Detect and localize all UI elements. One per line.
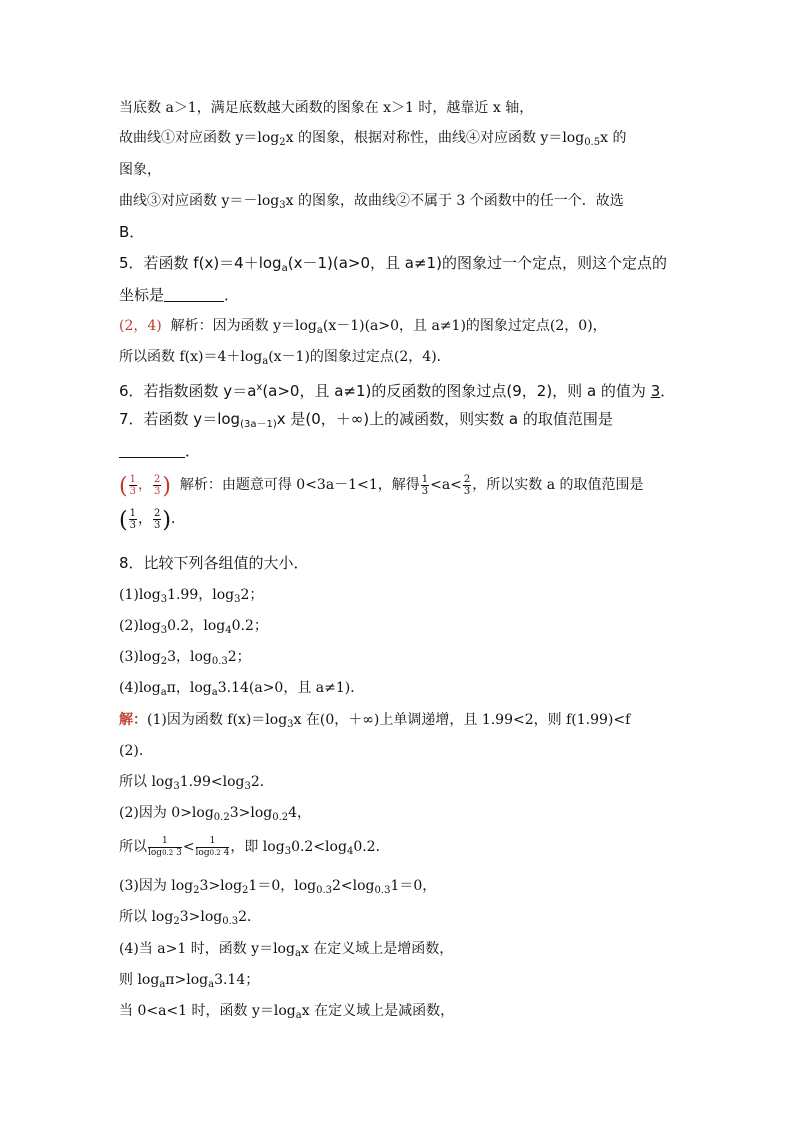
subscript: 0.2 <box>213 812 230 823</box>
text: B． <box>119 223 145 241</box>
text: 3>log <box>179 909 223 925</box>
fraction <box>463 474 471 497</box>
text: (4)当 a>1 时，函数 y＝log <box>119 941 295 957</box>
text: x 在定义域上是减函数， <box>301 1003 455 1019</box>
denominator <box>196 848 230 859</box>
subscript: (3a－1) <box>240 419 277 430</box>
text: 解析：由题意可得 0<3a－1<1，解得 <box>179 477 420 493</box>
subscript: a <box>159 979 166 990</box>
text: 曲线③对应函数 y＝－log <box>119 193 280 209</box>
solution-4 <box>119 939 453 964</box>
text: x 在(0，＋∞)上单调递增，且 1.99<2，则 f(1.99)<f <box>293 712 631 728</box>
solution-4-case2 <box>119 1001 454 1026</box>
text: 当底数 a＞1，满足底数越大函数的图象在 x＞1 时，越靠近 x 轴， <box>119 100 534 116</box>
numerator: 1 <box>196 836 230 848</box>
text: 1.99，log <box>167 587 235 603</box>
text: 2． <box>238 909 262 925</box>
question-5 <box>119 253 667 279</box>
solution-3-cont <box>119 907 261 932</box>
text: 则 log <box>119 972 160 988</box>
text: 4 <box>223 847 230 858</box>
denominator: 3 <box>463 485 471 497</box>
text: x 的图象，故曲线②不属于 3 个函数中的任一个．故选 <box>285 193 624 209</box>
close-paren: ) <box>162 508 171 533</box>
subscript: a <box>208 979 215 990</box>
subscript: 4 <box>225 625 232 636</box>
text: 2<log <box>332 878 375 894</box>
text: (a>0，且 a≠1)的反函数的图象过点(9，2)，则 a 的值为 <box>262 382 651 400</box>
subscript: 3 <box>173 781 180 792</box>
text: 1.99<log <box>179 774 245 790</box>
answer-blank <box>164 285 224 302</box>
close-paren: ) <box>162 474 171 499</box>
text: 2； <box>227 649 251 665</box>
subscript: 2 <box>160 656 168 667</box>
text: 所以 log <box>119 909 174 925</box>
text: ． <box>170 511 185 527</box>
subscript: 0.3 <box>374 885 391 896</box>
denominator: 3 <box>129 519 136 531</box>
subscript: 2 <box>242 885 249 896</box>
fraction <box>421 474 429 497</box>
denominator: 3 <box>129 485 136 497</box>
subscript: 2 <box>279 137 286 148</box>
text: 3>log <box>229 805 273 821</box>
text: ，即 log <box>230 839 285 855</box>
open-paren: ( <box>119 474 128 499</box>
text: x 是(0，＋∞)上的减函数，则实数 a 的取值范围是 <box>276 410 613 428</box>
text: (1)log <box>119 587 161 603</box>
text: 3，log <box>167 649 212 665</box>
subscript: a <box>281 263 288 274</box>
question-5-cont <box>119 285 239 305</box>
text: (x－1)(a>0，且 a≠1)的图象过一个定点，则这个定点的 <box>287 254 667 272</box>
subscript: 0.5 <box>584 137 601 148</box>
subscript: a <box>316 325 323 336</box>
text: ，所以实数 a 的取值范围是 <box>472 477 644 493</box>
text: 0.2． <box>353 839 390 855</box>
subscript: 3 <box>287 719 294 730</box>
text: ． <box>185 442 201 460</box>
subscript: 2 <box>173 916 180 927</box>
solution-4-cont <box>119 970 259 995</box>
text-line <box>119 128 626 153</box>
subscript: 4 <box>346 846 354 857</box>
numerator: 1 <box>421 473 429 485</box>
text: log <box>195 847 210 858</box>
question-6 <box>119 378 675 401</box>
answer-5 <box>119 316 607 341</box>
subscript: 0.3 <box>316 885 333 896</box>
text: ． <box>660 382 676 400</box>
text: 8．比较下列各组值的大小． <box>119 554 309 572</box>
open-paren: ( <box>119 508 128 533</box>
solution-label: 解： <box>119 712 147 728</box>
denominator: 3 <box>421 485 429 497</box>
text: 3 <box>176 847 182 858</box>
text: 4， <box>288 805 312 821</box>
denominator <box>148 848 182 859</box>
text: x 在定义域上是增函数， <box>300 941 454 957</box>
text: 2； <box>240 587 264 603</box>
text: (3)log <box>119 649 161 665</box>
part-4 <box>119 678 364 703</box>
text: (3)因为 log <box>119 878 194 894</box>
text: (2)因为 0>log <box>119 805 214 821</box>
text: log <box>148 847 163 858</box>
text: 图象， <box>119 162 161 178</box>
subscript: 3 <box>234 594 241 605</box>
answer-7-cont: ( $\frac{1}{3}$ ， $\frac{2}{3}$ )． <box>119 507 185 533</box>
text: x 的图象，根据对称性，曲线④对应函数 y＝log <box>285 130 585 146</box>
answer-5-cont <box>119 347 451 372</box>
subscript: 0.2 <box>272 812 289 823</box>
text: ． <box>224 286 240 304</box>
fraction <box>129 508 137 531</box>
answer-value: (2，4) <box>119 318 162 334</box>
subscript: 2 <box>193 885 200 896</box>
answer-value: 3 <box>650 382 661 400</box>
text: <a< <box>430 477 462 493</box>
superscript: x <box>256 382 263 393</box>
text: 3>log <box>199 878 243 894</box>
part-2 <box>119 616 268 641</box>
text: < <box>182 839 195 855</box>
part-1 <box>119 585 263 610</box>
fraction <box>196 836 230 859</box>
text: 故曲线①对应函数 y＝log <box>119 130 280 146</box>
text: 6．若指数函数 y＝a <box>119 382 257 400</box>
subscript: a <box>294 948 301 959</box>
answer-blank <box>119 441 185 458</box>
solution-1-cont <box>119 741 153 761</box>
subscript: a <box>262 356 269 367</box>
subscript: 3 <box>244 781 251 792</box>
text: (x－1)(a>0，且 a≠1)的图象过定点(2，0)， <box>322 318 607 334</box>
text: 所以 <box>119 839 147 855</box>
text-line <box>119 191 624 216</box>
text: 1＝0，log <box>248 878 317 894</box>
text: 3.14(a>0，且 a≠1)． <box>217 680 365 696</box>
subscript: 3 <box>279 200 286 211</box>
text: (1)因为函数 f(x)＝log <box>147 712 288 728</box>
numerator: 1 <box>129 473 136 485</box>
numerator: 2 <box>463 473 471 485</box>
subscript: 3 <box>160 594 168 605</box>
text-line <box>119 160 161 180</box>
fraction <box>129 474 137 497</box>
text: 5．若函数 f(x)＝4＋log <box>119 254 282 272</box>
text: 2． <box>250 774 274 790</box>
question-8 <box>119 553 309 573</box>
solution-1-conclusion <box>119 772 274 797</box>
question-7 <box>119 409 613 435</box>
text: π，log <box>166 680 212 696</box>
answer-7: ( $\frac{1}{3}$ ， $\frac{2}{3}$ ) 解析：由题意可得 0<3a－1<1，解得 $\frac{1}{3}$ <a< $\frac{2}{3}$ ，所以实数 a 的取值范围是 <box>119 473 644 499</box>
text: 0.2，log <box>167 618 226 634</box>
text-line <box>119 98 533 118</box>
text: x 的 <box>600 130 627 146</box>
subscript: a <box>211 687 218 698</box>
text: 0.2； <box>231 618 268 634</box>
text: (4)log <box>119 680 161 696</box>
text: 解析：因为函数 y＝log <box>170 318 317 334</box>
numerator: 2 <box>153 507 161 519</box>
subscript: 0.3 <box>211 656 228 667</box>
text: 所以函数 f(x)＝4＋log <box>119 349 263 365</box>
subscript: 0.2 <box>162 848 174 857</box>
subscript: a <box>295 1010 302 1021</box>
text-line <box>119 222 144 242</box>
numerator: 1 <box>148 836 182 848</box>
subscript: 0.2 <box>209 848 221 857</box>
text: (2)log <box>119 618 161 634</box>
text: 坐标是 <box>119 286 165 304</box>
subscript: a <box>160 687 167 698</box>
solution-2 <box>119 803 311 828</box>
fraction <box>148 836 182 859</box>
question-7-cont <box>119 441 200 461</box>
text: 0.2<log <box>291 839 347 855</box>
denominator: 3 <box>153 485 161 497</box>
text: π>log <box>165 972 209 988</box>
part-3 <box>119 647 251 672</box>
text: 7．若函数 y＝log <box>119 410 241 428</box>
numerator: 1 <box>129 507 136 519</box>
text: 当 0<a<1 时，函数 y＝log <box>119 1003 296 1019</box>
text: (x－1)的图象过定点(2，4)． <box>268 349 451 365</box>
fraction <box>153 474 161 497</box>
text: 所以 log <box>119 774 174 790</box>
solution-2-cont <box>119 834 390 865</box>
text: (2)． <box>119 743 153 759</box>
text: 3.14； <box>214 972 260 988</box>
subscript: 0.3 <box>222 916 239 927</box>
subscript: 3 <box>284 846 292 857</box>
numerator: 2 <box>153 473 161 485</box>
fraction <box>153 508 161 531</box>
denominator: 3 <box>153 519 161 531</box>
subscript: 3 <box>160 625 168 636</box>
solution-1 <box>119 710 630 735</box>
solution-3 <box>119 876 436 901</box>
text: 1＝0， <box>390 878 437 894</box>
